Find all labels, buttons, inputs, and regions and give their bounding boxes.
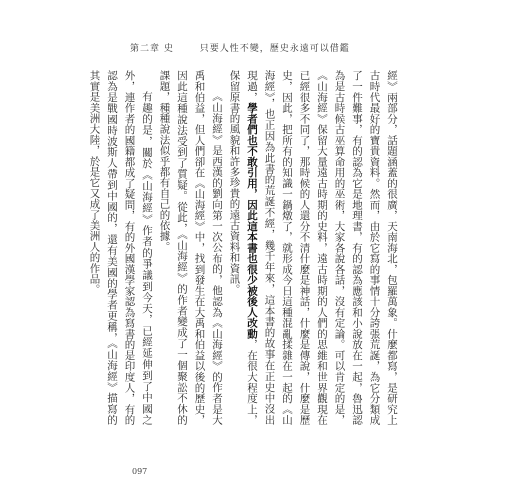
- page-number: 097: [132, 467, 148, 476]
- paragraph-1-text: 經》兩部分，話題涵蓋的很廣，天南海北，包羅萬象。什麼都寫，是研究上古時代最好的寶貴資料。然而，由於它寫的事情十分誇張荒誕，為它分類成了一件難事，有的認為它是地理書，有的認為應該和小說放在一起，魯迅認為是古時候古巫算命用的巫術，大家各說各話，沒有定論。可以肯定的是，《山海經》保留大量遠古時期的史料，遠古時期的人們的思維和世界觀現在已經很多不同了，那時候的人還分不清什麼是神話，什麼是傳說，什麼是歷史，因此，把所有的知識一鍋燉了，就形成今日這種混亂揉雜在一起的《山海經》，也正因為此書的荒誕不經，幾千年來，這本書的故事在正史中沒出現過，: [246, 70, 398, 425]
- vertical-text-body: [88, 70, 400, 425]
- chapter-label: 第二章 史: [130, 44, 174, 54]
- paragraph-1: [225, 70, 400, 425]
- paragraph-3: 有趣的是，關於《山海經》作者的爭議到今天，已經延伸到了中國之外，連作者的國籍都成了疑問，有的外國漢學家認為寫書的是印度人，有的認為是戰國時波斯人帶到中國的，還有美國的學者更稱，《山海經》描寫的其實是美洲大陸，於是它又成了美洲人的作品。: [88, 70, 153, 425]
- emphasized-text: 學者們也不敢引用，因此這本書也很少被後人改動: [246, 102, 258, 339]
- running-title: 只要人性不變，歷史永遠可以借鑑: [199, 44, 350, 54]
- paragraph-2: 《山海經》是西漢的劉向第一次公布的，他認為《山海經》的作者是大禹和伯益，但人們卻在《山海經》中，找到發生在大禹和伯益以後的歷史，因此這種說法受到了質疑。從此，《山海經》的作者變成了一個聚訟不休的課題，種種說法似乎都有自己的依據。: [158, 70, 223, 425]
- paragraph-1-tail: ，在很大程度上，保留原書的風貌和許多珍貴的遠古資料和資訊。: [228, 70, 258, 425]
- running-header: [130, 41, 350, 54]
